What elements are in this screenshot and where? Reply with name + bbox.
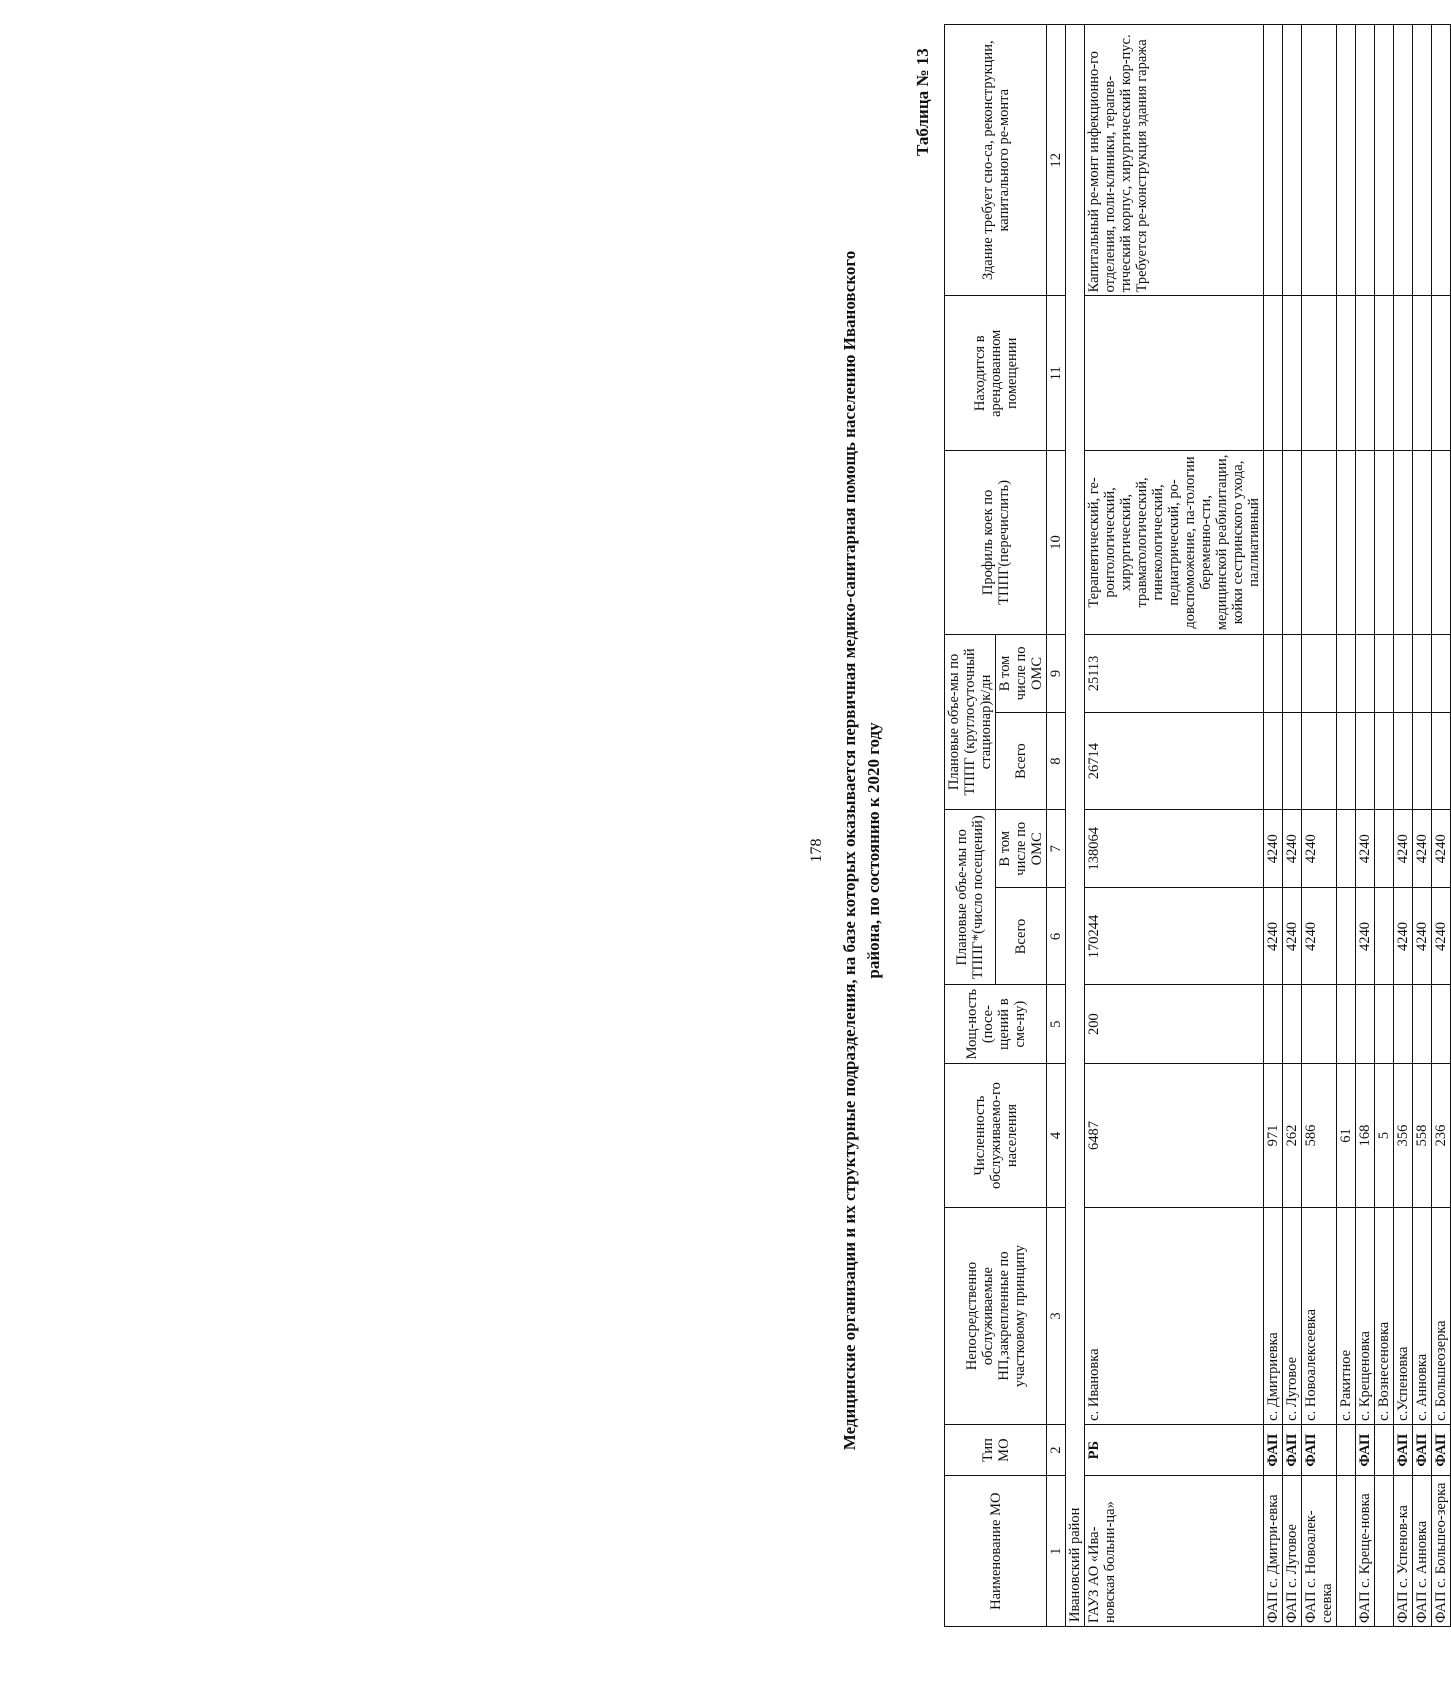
table-row [1432,25,1451,1627]
table-row [1085,25,1264,1627]
mo-name-cell: ФАП с. Успенов-ка [1394,1476,1413,1627]
table-row [1356,25,1375,1627]
population-cell: 236 [1432,1063,1451,1207]
visits-oms-cell: 4240 [1356,810,1375,888]
visits-total-cell: 4240 [1302,888,1337,985]
settlement-cell: с. Большеозерка [1432,1208,1451,1425]
repair-cell [1394,25,1413,296]
visits-oms-cell: 4240 [1413,810,1432,888]
mo-type-cell [1337,1424,1356,1476]
settlement-cell: с. Анновка [1413,1208,1432,1425]
mo-type-cell: ФАП [1264,1424,1283,1476]
column-number: 9 [1047,634,1066,712]
visits-oms-cell: 4240 [1283,810,1302,888]
column-number: 11 [1047,296,1066,451]
table-row [1302,25,1337,1627]
mo-name-cell: ФАП с. Креще-новка [1356,1476,1375,1627]
settlement-cell: с. Новоалексеевка [1302,1208,1337,1425]
repair-cell [1375,25,1394,296]
mo-name-cell: ФАП с. Большео-зерка [1432,1476,1451,1627]
column-number: 4 [1047,1063,1066,1207]
mo-type-cell: РБ [1085,1424,1264,1476]
header-inpatient-volume: Плановые объе-мы по ТППГ (круглосуточный стационар)к/дн [945,634,996,809]
header-name-mo: Наименование МО [945,1476,1047,1627]
rented-cell [1085,296,1264,451]
population-cell: 262 [1283,1063,1302,1207]
settlement-cell: с. Луговое [1283,1208,1302,1425]
rented-cell [1432,296,1451,451]
header-visits-volume: Плановые объе-мы по ТППГ*(число посещений) [945,810,996,985]
column-number: 3 [1047,1208,1066,1425]
table-label: Таблица № 13 [913,48,932,156]
table-row [1283,25,1302,1627]
rented-cell [1394,296,1413,451]
mo-name-cell: ФАП с. Анновка [1413,1476,1432,1627]
population-cell: 6487 [1085,1063,1264,1207]
mo-type-cell [1375,1424,1394,1476]
bed-profile-cell [1283,451,1302,635]
header-row-top [945,25,996,1627]
population-cell: 586 [1302,1063,1337,1207]
inpatient-oms-cell: 25113 [1085,634,1264,712]
visits-total-cell [1375,888,1394,985]
header-capacity: Мощ-ность (посе-щений в сме-ну) [945,985,1047,1063]
visits-total-cell [1337,888,1356,985]
inpatient-oms-cell [1394,634,1413,712]
header-repair-needs: Здание требует сно-са, реконструкции, капитального ре-монта [945,25,1047,296]
document-title [838,60,886,1641]
header-bed-profile: Профиль коек по ТППГ(перечислить) [945,451,1047,635]
repair-cell [1283,25,1302,296]
mo-type-cell: ФАП [1356,1424,1375,1476]
settlement-cell: с. Крещеновка [1356,1208,1375,1425]
inpatient-total-cell [1394,713,1413,810]
visits-total-cell: 4240 [1432,888,1451,985]
visits-oms-cell: 4240 [1394,810,1413,888]
population-cell: 558 [1413,1063,1432,1207]
rented-cell [1264,296,1283,451]
column-number: 7 [1047,810,1066,888]
header-visits-oms: В том числе по ОМС [996,810,1047,888]
inpatient-total-cell [1302,713,1337,810]
visits-oms-cell [1337,810,1356,888]
visits-total-cell: 4240 [1413,888,1432,985]
rented-cell [1375,296,1394,451]
capacity-cell [1356,985,1375,1063]
header-visits-total: Всего [996,888,1047,985]
repair-cell [1432,25,1451,296]
rented-cell [1337,296,1356,451]
capacity-cell [1394,985,1413,1063]
column-number: 6 [1047,888,1066,985]
settlement-cell: с.Успеновка [1394,1208,1413,1425]
column-number: 2 [1047,1424,1066,1476]
page-number: 178 [808,838,825,863]
bed-profile-cell [1394,451,1413,635]
inpatient-oms-cell [1283,634,1302,712]
bed-profile-cell [1375,451,1394,635]
bed-profile-cell [1413,451,1432,635]
population-cell: 61 [1337,1063,1356,1207]
capacity-cell [1283,985,1302,1063]
inpatient-total-cell [1356,713,1375,810]
settlement-cell: с. Дмитриевка [1264,1208,1283,1425]
inpatient-oms-cell [1413,634,1432,712]
rented-cell [1413,296,1432,451]
visits-total-cell: 4240 [1356,888,1375,985]
table-row [1394,25,1413,1627]
population-cell: 356 [1394,1063,1413,1207]
inpatient-total-cell [1375,713,1394,810]
visits-total-cell: 4240 [1283,888,1302,985]
visits-oms-cell: 4240 [1264,810,1283,888]
title-line-1: Медицинские организации и их структурные подразделения, на базе которых оказывается первичная медико-санитарная помощь населению Ивановского [840,250,859,1451]
column-number: 10 [1047,451,1066,635]
section-row [1066,25,1085,1627]
mo-type-cell: ФАП [1394,1424,1413,1476]
visits-total-cell: 170244 [1085,888,1264,985]
column-number: 8 [1047,713,1066,810]
title-line-2: района, по состоянию к 2020 году [864,722,883,979]
header-rented: Находится в арендованном помещении [945,296,1047,451]
header-population: Численность обслуживаемо-го населения [945,1063,1047,1207]
table-row [1375,25,1394,1627]
header-served-settlements: Непосредственно обслуживаемые НП,закрепленные по участковому принципу [945,1208,1047,1425]
mo-name-cell: ФАП с. Луговое [1283,1476,1302,1627]
header-inpatient-total: Всего [996,713,1047,810]
capacity-cell [1264,985,1283,1063]
visits-total-cell: 4240 [1264,888,1283,985]
inpatient-oms-cell [1356,634,1375,712]
capacity-cell [1375,985,1394,1063]
capacity-cell [1337,985,1356,1063]
inpatient-oms-cell [1375,634,1394,712]
rented-cell [1283,296,1302,451]
capacity-cell: 200 [1085,985,1264,1063]
repair-cell [1264,25,1283,296]
capacity-cell [1302,985,1337,1063]
visits-oms-cell: 4240 [1432,810,1451,888]
column-number: 12 [1047,25,1066,296]
settlement-cell: с. Ракитное [1337,1208,1356,1425]
mo-type-cell: ФАП [1432,1424,1451,1476]
header-type-mo: Тип МО [945,1424,1047,1476]
mo-name-cell [1375,1476,1394,1627]
header-inpatient-oms: В том числе по ОМС [996,634,1047,712]
inpatient-oms-cell [1302,634,1337,712]
bed-profile-cell [1337,451,1356,635]
repair-cell [1337,25,1356,296]
bed-profile-cell: Терапевтический, ге-ронтологический, хирургический, травматологический, гинекологический, педиатрический, ро-довспоможение, па-тологии беременно-сти, медицинской реабилитации, койки сестринского ухода, паллиативный [1085,451,1264,635]
visits-oms-cell: 4240 [1302,810,1337,888]
mo-name-cell: ФАП с. Дмитри-евка [1264,1476,1283,1627]
mo-type-cell: ФАП [1413,1424,1432,1476]
settlement-cell: с. Ивановка [1085,1208,1264,1425]
bed-profile-cell [1302,451,1337,635]
mo-type-cell: ФАП [1283,1424,1302,1476]
inpatient-total-cell [1264,713,1283,810]
inpatient-total-cell [1432,713,1451,810]
capacity-cell [1413,985,1432,1063]
column-number: 5 [1047,985,1066,1063]
column-number-row [1047,25,1066,1627]
population-cell: 971 [1264,1063,1283,1207]
inpatient-total-cell [1283,713,1302,810]
section-title: Ивановский район [1066,25,1085,1627]
settlement-cell: с. Вознесеновка [1375,1208,1394,1425]
population-cell: 168 [1356,1063,1375,1207]
inpatient-total-cell: 26714 [1085,713,1264,810]
mo-name-cell [1337,1476,1356,1627]
mo-type-cell: ФАП [1302,1424,1337,1476]
mo-name-cell: ФАП с. Новоалек-сеевка [1302,1476,1337,1627]
mo-name-cell: ГАУЗ АО «Ива-новская больни-ца» [1085,1476,1264,1627]
visits-oms-cell [1375,810,1394,888]
capacity-cell [1432,985,1451,1063]
population-cell: 5 [1375,1063,1394,1207]
inpatient-total-cell [1337,713,1356,810]
bed-profile-cell [1432,451,1451,635]
inpatient-oms-cell [1264,634,1283,712]
repair-cell [1413,25,1432,296]
facilities-table [944,24,1451,1627]
repair-cell: Капитальный ре-монт инфекционно-го отделения, поли-клиники, терапев-тический корпус, хирургический кор-пус. Требуется ре-конструкция здания гаража [1085,25,1264,296]
visits-total-cell: 4240 [1394,888,1413,985]
table-row [1413,25,1432,1627]
repair-cell [1302,25,1337,296]
table-row [1264,25,1283,1627]
bed-profile-cell [1356,451,1375,635]
inpatient-total-cell [1413,713,1432,810]
repair-cell [1356,25,1375,296]
bed-profile-cell [1264,451,1283,635]
column-number: 1 [1047,1476,1066,1627]
inpatient-oms-cell [1432,634,1451,712]
rented-cell [1356,296,1375,451]
inpatient-oms-cell [1337,634,1356,712]
table-row [1337,25,1356,1627]
rented-cell [1302,296,1337,451]
visits-oms-cell: 138064 [1085,810,1264,888]
